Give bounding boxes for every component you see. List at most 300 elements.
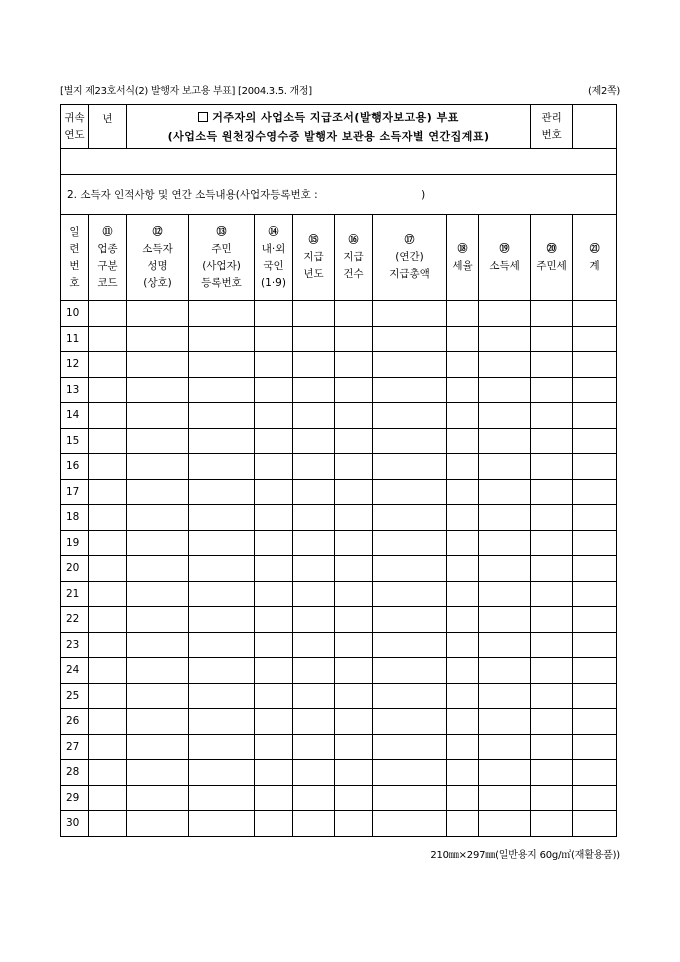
row-cell[interactable] xyxy=(447,581,479,607)
row-cell[interactable] xyxy=(531,428,573,454)
row-cell[interactable] xyxy=(573,377,617,403)
column-label: 소득자 성명 (상호) xyxy=(142,242,173,289)
row-cell[interactable] xyxy=(335,683,373,709)
row-cell[interactable] xyxy=(189,607,255,633)
row-cell[interactable] xyxy=(373,709,447,735)
column-mark: ⑳ xyxy=(546,243,557,255)
row-number: 22 xyxy=(61,607,89,633)
row-cell[interactable] xyxy=(335,556,373,582)
row-cell[interactable] xyxy=(447,556,479,582)
row-cell[interactable] xyxy=(531,760,573,786)
row-cell[interactable] xyxy=(127,683,189,709)
column-label: 주민세 xyxy=(536,259,567,272)
row-number: 12 xyxy=(61,352,89,378)
row-cell[interactable] xyxy=(189,454,255,480)
management-number-label: 관리 번호 xyxy=(531,105,573,149)
column-mark: ⑮ xyxy=(308,235,319,246)
row-cell[interactable] xyxy=(447,326,479,352)
row-cell[interactable] xyxy=(573,709,617,735)
row-cell[interactable] xyxy=(255,326,293,352)
row-cell[interactable] xyxy=(293,530,335,556)
row-cell[interactable] xyxy=(479,607,531,633)
row-cell[interactable] xyxy=(293,479,335,505)
row-cell[interactable] xyxy=(573,683,617,709)
row-number: 10 xyxy=(61,301,89,327)
row-cell[interactable] xyxy=(89,352,127,378)
row-cell[interactable] xyxy=(189,581,255,607)
row-cell[interactable] xyxy=(293,734,335,760)
row-cell[interactable] xyxy=(189,785,255,811)
table-row xyxy=(61,734,617,760)
row-cell[interactable] xyxy=(89,734,127,760)
row-cell[interactable] xyxy=(255,683,293,709)
row-cell[interactable] xyxy=(531,785,573,811)
row-cell[interactable] xyxy=(293,785,335,811)
row-cell[interactable] xyxy=(479,581,531,607)
row-cell[interactable] xyxy=(531,352,573,378)
column-mark: ⑱ xyxy=(457,243,468,255)
row-cell[interactable] xyxy=(335,505,373,531)
row-cell[interactable] xyxy=(531,607,573,633)
row-cell[interactable] xyxy=(127,785,189,811)
row-cell[interactable] xyxy=(479,683,531,709)
table-row xyxy=(61,428,617,454)
row-cell[interactable] xyxy=(335,326,373,352)
row-cell[interactable] xyxy=(373,811,447,837)
row-cell[interactable] xyxy=(189,760,255,786)
row-cell[interactable] xyxy=(373,428,447,454)
column-header-11 xyxy=(531,215,573,301)
row-cell[interactable] xyxy=(293,377,335,403)
row-cell[interactable] xyxy=(127,530,189,556)
table-row xyxy=(61,607,617,633)
row-cell[interactable] xyxy=(373,505,447,531)
row-cell[interactable] xyxy=(255,632,293,658)
row-cell[interactable] xyxy=(335,454,373,480)
row-number: 19 xyxy=(61,530,89,556)
row-cell[interactable] xyxy=(373,479,447,505)
row-cell[interactable] xyxy=(127,377,189,403)
column-mark: ⑭ xyxy=(268,226,279,238)
column-label: 일 련 번 호 xyxy=(69,225,80,289)
row-cell[interactable] xyxy=(573,658,617,684)
row-cell[interactable] xyxy=(293,556,335,582)
row-cell[interactable] xyxy=(573,301,617,327)
row-cell[interactable] xyxy=(531,530,573,556)
row-cell[interactable] xyxy=(531,479,573,505)
row-number: 28 xyxy=(61,760,89,786)
row-cell[interactable] xyxy=(531,377,573,403)
row-cell[interactable] xyxy=(127,301,189,327)
row-cell[interactable] xyxy=(189,428,255,454)
table-row xyxy=(61,811,617,837)
row-cell[interactable] xyxy=(531,301,573,327)
row-cell[interactable] xyxy=(89,530,127,556)
blank-row xyxy=(61,149,617,175)
row-cell[interactable] xyxy=(127,352,189,378)
row-cell[interactable] xyxy=(293,326,335,352)
column-mark: ⑰ xyxy=(404,235,415,246)
column-header-9 xyxy=(447,215,479,301)
row-number: 24 xyxy=(61,658,89,684)
column-label: 계 xyxy=(589,259,600,272)
row-cell[interactable] xyxy=(335,709,373,735)
row-cell[interactable] xyxy=(447,403,479,429)
row-cell[interactable] xyxy=(293,352,335,378)
table-row xyxy=(61,581,617,607)
row-cell[interactable] xyxy=(293,658,335,684)
row-number: 14 xyxy=(61,403,89,429)
row-cell[interactable] xyxy=(89,403,127,429)
row-cell[interactable] xyxy=(255,658,293,684)
row-cell[interactable] xyxy=(479,658,531,684)
column-label: 업종 구분 코드 xyxy=(97,242,118,289)
row-cell[interactable] xyxy=(479,301,531,327)
row-cell[interactable] xyxy=(127,607,189,633)
row-cell[interactable] xyxy=(373,785,447,811)
row-cell[interactable] xyxy=(573,760,617,786)
row-cell[interactable] xyxy=(373,326,447,352)
row-cell[interactable] xyxy=(189,734,255,760)
row-cell[interactable] xyxy=(447,760,479,786)
row-cell[interactable] xyxy=(189,505,255,531)
row-cell[interactable] xyxy=(127,760,189,786)
row-cell[interactable] xyxy=(447,377,479,403)
row-cell[interactable] xyxy=(189,326,255,352)
row-cell[interactable] xyxy=(255,301,293,327)
row-cell[interactable] xyxy=(573,581,617,607)
row-cell[interactable] xyxy=(373,556,447,582)
row-cell[interactable] xyxy=(189,683,255,709)
page-label: (제2쪽) xyxy=(588,86,620,97)
row-cell[interactable] xyxy=(255,352,293,378)
table-row xyxy=(61,352,617,378)
column-mark: ⑫ xyxy=(152,226,163,238)
row-cell[interactable] xyxy=(127,709,189,735)
row-cell[interactable] xyxy=(573,428,617,454)
row-cell[interactable] xyxy=(189,403,255,429)
row-cell[interactable] xyxy=(127,505,189,531)
row-cell[interactable] xyxy=(89,632,127,658)
row-cell[interactable] xyxy=(447,811,479,837)
row-cell[interactable] xyxy=(479,505,531,531)
row-cell[interactable] xyxy=(447,785,479,811)
row-cell[interactable] xyxy=(573,505,617,531)
column-header-2 xyxy=(89,215,127,301)
row-cell[interactable] xyxy=(447,632,479,658)
row-cell[interactable] xyxy=(293,301,335,327)
row-cell[interactable] xyxy=(573,811,617,837)
row-cell[interactable] xyxy=(479,403,531,429)
row-cell[interactable] xyxy=(255,479,293,505)
column-header-12 xyxy=(573,215,617,301)
row-cell[interactable] xyxy=(373,607,447,633)
row-cell[interactable] xyxy=(373,760,447,786)
column-mark: ⑲ xyxy=(499,243,510,255)
row-cell[interactable] xyxy=(479,377,531,403)
row-cell[interactable] xyxy=(189,658,255,684)
row-cell[interactable] xyxy=(447,709,479,735)
row-cell[interactable] xyxy=(335,581,373,607)
column-label: 내·외 국인 (1·9) xyxy=(261,242,286,289)
table-row xyxy=(61,556,617,582)
row-cell[interactable] xyxy=(89,581,127,607)
row-cell[interactable] xyxy=(255,734,293,760)
column-label: 주민 (사업자) 등록번호 xyxy=(201,242,242,289)
row-cell[interactable] xyxy=(573,326,617,352)
row-cell[interactable] xyxy=(479,734,531,760)
row-cell[interactable] xyxy=(293,709,335,735)
row-number: 26 xyxy=(61,709,89,735)
row-cell[interactable] xyxy=(373,403,447,429)
row-cell[interactable] xyxy=(335,301,373,327)
row-cell[interactable] xyxy=(89,505,127,531)
row-cell[interactable] xyxy=(189,377,255,403)
column-header-7 xyxy=(335,215,373,301)
row-cell[interactable] xyxy=(447,530,479,556)
row-cell[interactable] xyxy=(447,607,479,633)
row-cell[interactable] xyxy=(335,785,373,811)
attribution-year-label: 귀속 연도 xyxy=(61,105,89,149)
row-cell[interactable] xyxy=(335,658,373,684)
row-cell[interactable] xyxy=(293,683,335,709)
row-cell[interactable] xyxy=(447,734,479,760)
row-cell[interactable] xyxy=(89,709,127,735)
row-cell[interactable] xyxy=(447,658,479,684)
row-cell[interactable] xyxy=(335,530,373,556)
row-cell[interactable] xyxy=(255,377,293,403)
form-title xyxy=(127,105,531,149)
row-cell[interactable] xyxy=(293,454,335,480)
row-number: 25 xyxy=(61,683,89,709)
row-cell[interactable] xyxy=(479,326,531,352)
row-cell[interactable] xyxy=(89,811,127,837)
row-cell[interactable] xyxy=(573,403,617,429)
column-label: (연간) 지급총액 xyxy=(389,251,430,280)
row-cell[interactable] xyxy=(373,530,447,556)
row-cell[interactable] xyxy=(447,479,479,505)
row-cell[interactable] xyxy=(255,811,293,837)
row-cell[interactable] xyxy=(293,428,335,454)
row-cell[interactable] xyxy=(479,454,531,480)
row-cell[interactable] xyxy=(373,377,447,403)
row-cell[interactable] xyxy=(479,811,531,837)
row-cell[interactable] xyxy=(447,352,479,378)
table-row xyxy=(61,326,617,352)
row-cell[interactable] xyxy=(127,658,189,684)
section-title: 2. 소득자 인적사항 및 연간 소득내용(사업자등록번호 : ) xyxy=(61,175,617,215)
table-row xyxy=(61,785,617,811)
row-cell[interactable] xyxy=(479,428,531,454)
row-cell[interactable] xyxy=(335,428,373,454)
row-cell[interactable] xyxy=(479,556,531,582)
row-cell[interactable] xyxy=(293,632,335,658)
row-cell[interactable] xyxy=(373,301,447,327)
row-cell[interactable] xyxy=(89,760,127,786)
row-cell[interactable] xyxy=(127,428,189,454)
row-cell[interactable] xyxy=(373,454,447,480)
row-cell[interactable] xyxy=(255,760,293,786)
row-cell[interactable] xyxy=(189,352,255,378)
row-cell[interactable] xyxy=(335,632,373,658)
row-cell[interactable] xyxy=(479,530,531,556)
row-cell[interactable] xyxy=(89,301,127,327)
row-cell[interactable] xyxy=(373,658,447,684)
row-cell[interactable] xyxy=(127,326,189,352)
row-cell[interactable] xyxy=(127,479,189,505)
row-cell[interactable] xyxy=(573,352,617,378)
row-cell[interactable] xyxy=(189,530,255,556)
row-cell[interactable] xyxy=(531,683,573,709)
row-cell[interactable] xyxy=(335,811,373,837)
row-cell[interactable] xyxy=(89,479,127,505)
row-cell[interactable] xyxy=(335,377,373,403)
row-cell[interactable] xyxy=(479,632,531,658)
row-cell[interactable] xyxy=(293,581,335,607)
row-cell[interactable] xyxy=(127,734,189,760)
row-number: 21 xyxy=(61,581,89,607)
row-cell[interactable] xyxy=(531,454,573,480)
row-cell[interactable] xyxy=(255,505,293,531)
row-number: 15 xyxy=(61,428,89,454)
row-cell[interactable] xyxy=(335,479,373,505)
row-cell[interactable] xyxy=(255,428,293,454)
row-cell[interactable] xyxy=(89,428,127,454)
row-cell[interactable] xyxy=(479,479,531,505)
row-cell[interactable] xyxy=(89,377,127,403)
row-cell[interactable] xyxy=(255,556,293,582)
column-label: 소득세 xyxy=(489,259,520,272)
row-number: 23 xyxy=(61,632,89,658)
row-cell[interactable] xyxy=(573,556,617,582)
row-cell[interactable] xyxy=(531,556,573,582)
row-cell[interactable] xyxy=(127,581,189,607)
row-cell[interactable] xyxy=(255,454,293,480)
row-cell[interactable] xyxy=(373,734,447,760)
title-line-1: 거주자의 사업소득 지급조서(발행자보고용) 부표 xyxy=(127,109,530,125)
row-cell[interactable] xyxy=(373,632,447,658)
table-row xyxy=(61,479,617,505)
row-cell[interactable] xyxy=(573,530,617,556)
column-label: 세율 xyxy=(452,259,473,272)
row-cell[interactable] xyxy=(293,403,335,429)
row-cell[interactable] xyxy=(293,607,335,633)
row-cell[interactable] xyxy=(531,658,573,684)
row-cell[interactable] xyxy=(335,760,373,786)
row-cell[interactable] xyxy=(255,607,293,633)
table-row xyxy=(61,505,617,531)
row-cell[interactable] xyxy=(127,632,189,658)
form-header xyxy=(60,80,620,96)
row-cell[interactable] xyxy=(255,785,293,811)
row-cell[interactable] xyxy=(335,607,373,633)
row-cell[interactable] xyxy=(255,530,293,556)
row-cell[interactable] xyxy=(573,454,617,480)
row-cell[interactable] xyxy=(531,403,573,429)
title-line-2: (사업소득 원천징수영수증 발행자 보관용 소득자별 연간집계표) xyxy=(167,130,490,143)
row-number: 17 xyxy=(61,479,89,505)
row-cell[interactable] xyxy=(89,556,127,582)
report-table xyxy=(60,104,617,837)
row-cell[interactable] xyxy=(89,785,127,811)
row-number: 13 xyxy=(61,377,89,403)
row-cell[interactable] xyxy=(89,454,127,480)
row-cell[interactable] xyxy=(255,581,293,607)
row-cell[interactable] xyxy=(189,479,255,505)
row-cell[interactable] xyxy=(447,505,479,531)
row-cell[interactable] xyxy=(89,658,127,684)
row-cell[interactable] xyxy=(479,760,531,786)
row-cell[interactable] xyxy=(447,428,479,454)
row-cell[interactable] xyxy=(335,734,373,760)
row-cell[interactable] xyxy=(573,632,617,658)
row-cell[interactable] xyxy=(531,811,573,837)
row-number: 27 xyxy=(61,734,89,760)
row-cell[interactable] xyxy=(293,505,335,531)
row-cell[interactable] xyxy=(573,734,617,760)
row-cell[interactable] xyxy=(479,709,531,735)
row-cell[interactable] xyxy=(531,632,573,658)
row-cell[interactable] xyxy=(189,709,255,735)
row-cell[interactable] xyxy=(447,683,479,709)
row-cell[interactable] xyxy=(293,760,335,786)
row-cell[interactable] xyxy=(335,352,373,378)
row-cell[interactable] xyxy=(335,403,373,429)
row-cell[interactable] xyxy=(255,709,293,735)
row-cell[interactable] xyxy=(127,454,189,480)
row-cell[interactable] xyxy=(89,326,127,352)
row-cell[interactable] xyxy=(189,301,255,327)
row-cell[interactable] xyxy=(89,607,127,633)
row-cell[interactable] xyxy=(373,683,447,709)
row-cell[interactable] xyxy=(447,301,479,327)
row-number: 30 xyxy=(61,811,89,837)
row-cell[interactable] xyxy=(531,709,573,735)
row-cell[interactable] xyxy=(531,505,573,531)
column-header-8 xyxy=(373,215,447,301)
row-cell[interactable] xyxy=(373,352,447,378)
row-number: 29 xyxy=(61,785,89,811)
row-cell[interactable] xyxy=(531,581,573,607)
row-cell[interactable] xyxy=(189,556,255,582)
table-row xyxy=(61,683,617,709)
row-cell[interactable] xyxy=(573,785,617,811)
row-cell[interactable] xyxy=(127,556,189,582)
row-cell[interactable] xyxy=(531,734,573,760)
form-number: [별지 제23호서식(2) 발행자 보고용 부표] [2004.3.5. 개정] xyxy=(60,86,312,97)
column-mark: ⑯ xyxy=(348,235,359,246)
row-cell[interactable] xyxy=(373,581,447,607)
management-number-field[interactable] xyxy=(573,105,617,149)
row-cell[interactable] xyxy=(573,479,617,505)
row-cell[interactable] xyxy=(127,403,189,429)
column-header-3 xyxy=(127,215,189,301)
row-cell[interactable] xyxy=(479,785,531,811)
row-cell[interactable] xyxy=(189,632,255,658)
column-header-10 xyxy=(479,215,531,301)
column-mark: ⑪ xyxy=(102,226,113,238)
row-cell[interactable] xyxy=(479,352,531,378)
row-cell[interactable] xyxy=(127,811,189,837)
row-cell[interactable] xyxy=(531,326,573,352)
row-cell[interactable] xyxy=(89,683,127,709)
row-cell[interactable] xyxy=(255,403,293,429)
row-cell[interactable] xyxy=(447,454,479,480)
row-cell[interactable] xyxy=(189,811,255,837)
row-number: 16 xyxy=(61,454,89,480)
row-cell[interactable] xyxy=(573,607,617,633)
row-cell[interactable] xyxy=(293,811,335,837)
